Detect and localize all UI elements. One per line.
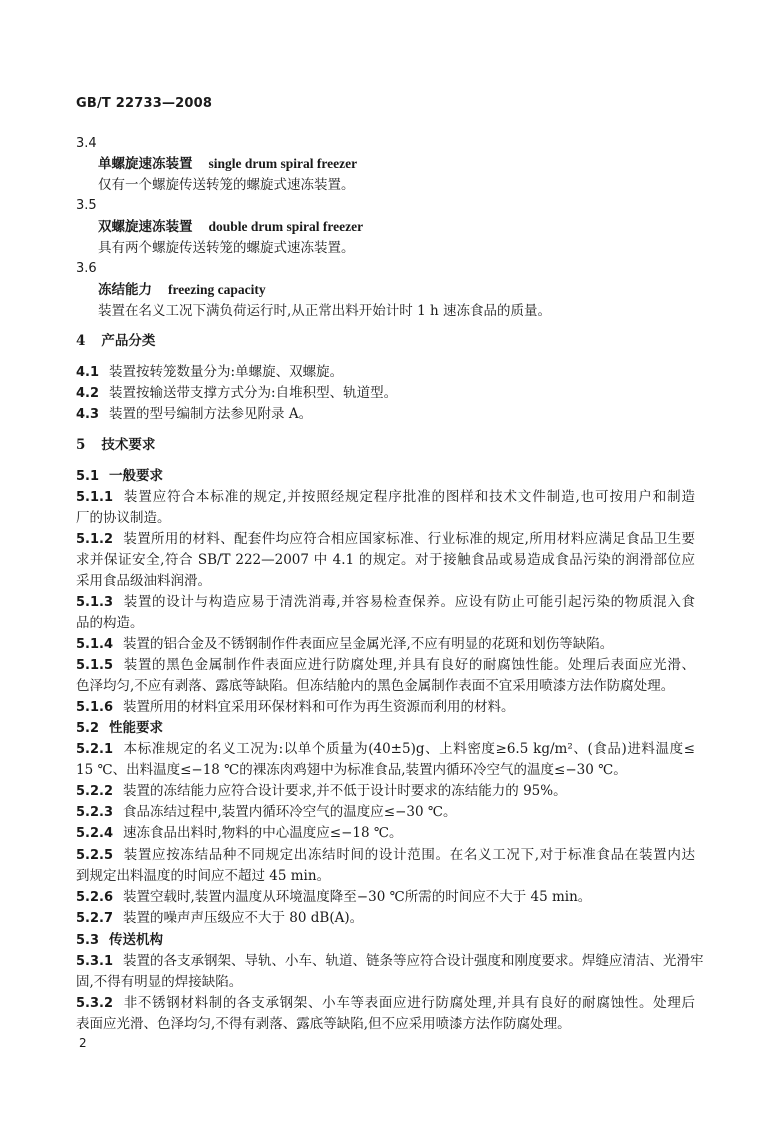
- term-en: freezing capacity: [168, 282, 266, 297]
- clause: 5.2.7 装置的噪声声压级应不大于 80 dB(A)。: [76, 910, 364, 926]
- clause: 5.2.3 食品冻结过程中,装置内循环冷空气的温度应≤−30 ℃。: [76, 804, 457, 820]
- clause-number: 3.5: [76, 198, 97, 213]
- clause-continuation: 色泽均匀,不应有剥落、露底等缺陷。但冻结舱内的黑色金属制作表面不宜采用喷漆方法作防腐处理。: [76, 678, 675, 694]
- term-en: double drum spiral freezer: [208, 219, 364, 234]
- term-heading: [98, 280, 266, 300]
- term-en: single drum spiral freezer: [208, 156, 358, 171]
- clause-continuation: 表面应光滑、色泽均匀,不得有剥落、露底等缺陷,但不应采用喷漆方法作防腐处理。: [76, 1016, 571, 1032]
- clause-continuation: 固,不得有明显的焊接缺陷。: [76, 974, 243, 990]
- clause-continuation: 到规定出料温度的时间应不超过 45 min。: [76, 868, 331, 884]
- clause: 5.2.4 速冻食品出料时,物料的中心温度应≤−18 ℃。: [76, 825, 403, 841]
- clause: 4.2 装置按输送带支撑方式分为:自堆积型、轨道型。: [76, 385, 398, 401]
- clause: 4.3 装置的型号编制方法参见附录 A。: [76, 406, 313, 422]
- clause: 5.2.5 装置应按冻结品种不同规定出冻结时间的设计范围。在名义工况下,对于标准食品在装置内达: [76, 847, 695, 863]
- clause: 5.1.3 装置的设计与构造应易于清洗消毒,并容易检查保养。应设有防止可能引起污染的物质混入食: [76, 594, 695, 610]
- clause-continuation: 求并保证安全,符合 SB/T 222—2007 中 4.1 的规定。对于接触食品或易造成食品污染的润滑部位应: [76, 552, 695, 568]
- clause: 5.1.1 装置应符合本标准的规定,并按照经规定程序批准的图样和技术文件制造,也可按用户和制造: [76, 489, 695, 505]
- clause: 5.2.2 装置的冻结能力应符合设计要求,并不低于设计时要求的冻结能力的 95%。: [76, 783, 567, 799]
- clause: 5.1.6 装置所用的材料宜采用环保材料和可作为再生资源而利用的材料。: [76, 699, 515, 715]
- subsection-heading: 5.3 传送机构: [76, 932, 164, 948]
- term-heading: [98, 154, 357, 174]
- term-cn: 单螺旋速冻装置: [98, 156, 193, 172]
- clause: 5.1.4 装置的铝合金及不锈钢制作件表面应呈金属光泽,不应有明显的花斑和划伤等缺陷。: [76, 636, 614, 652]
- term-heading: [98, 217, 363, 237]
- clause-continuation: 厂的协议制造。: [76, 510, 171, 526]
- clause: 5.3.1 装置的各支承钢架、导轨、小车、轨道、链条等应符合设计强度和刚度要求。焊缝应清洁、光滑牢: [76, 953, 704, 969]
- clause: 4.1 装置按转笼数量分为:单螺旋、双螺旋。: [76, 364, 344, 380]
- clause: 5.1.2 装置所用的材料、配套件均应符合相应国家标准、行业标准的规定,所用材料应满足食品卫生要: [76, 531, 695, 547]
- term-cn: 冻结能力: [98, 282, 152, 298]
- clause-number: 3.6: [76, 261, 97, 276]
- section-heading: 4 产品分类: [76, 333, 156, 349]
- page-number: 2: [79, 1036, 87, 1050]
- term-cn: 双螺旋速冻装置: [98, 219, 193, 235]
- subsection-heading: 5.2 性能要求: [76, 720, 164, 736]
- subsection-heading: 5.1 一般要求: [76, 468, 164, 484]
- clause: 5.1.5 装置的黑色金属制作件表面应进行防腐处理,并具有良好的耐腐蚀性能。处理后表面应光滑、: [76, 657, 695, 673]
- standard-code-header: GB/T 22733—2008: [76, 96, 213, 111]
- term-definition: 仅有一个螺旋传送转笼的螺旋式速冻装置。: [98, 177, 355, 193]
- clause: 5.2.1 本标准规定的名义工况为:以单个质量为(40±5)g、上料密度≥6.5 kg/m²、(食品)进料温度≤: [76, 741, 695, 757]
- clause: 5.2.6 装置空载时,装置内温度从环境温度降至−30 ℃所需的时间应不大于 45 min。: [76, 889, 592, 905]
- section-heading: 5 技术要求: [76, 437, 156, 453]
- clause: 5.3.2 非不锈钢材料制的各支承钢架、小车等表面应进行防腐处理,并具有良好的耐腐蚀性。处理后: [76, 995, 695, 1011]
- term-definition: 具有两个螺旋传送转笼的螺旋式速冻装置。: [98, 240, 355, 256]
- clause-continuation: 品的构造。: [76, 615, 144, 631]
- clause-continuation: 采用食品级油料润滑。: [76, 573, 211, 589]
- term-definition: 装置在名义工况下满负荷运行时,从正常出料开始计时 1 h 速冻食品的质量。: [98, 303, 551, 319]
- clause-continuation: 15 ℃、出料温度≤−18 ℃的裸冻肉鸡翅中为标准食品,装置内循环冷空气的温度≤−30 ℃。: [76, 762, 627, 778]
- clause-number: 3.4: [76, 136, 97, 151]
